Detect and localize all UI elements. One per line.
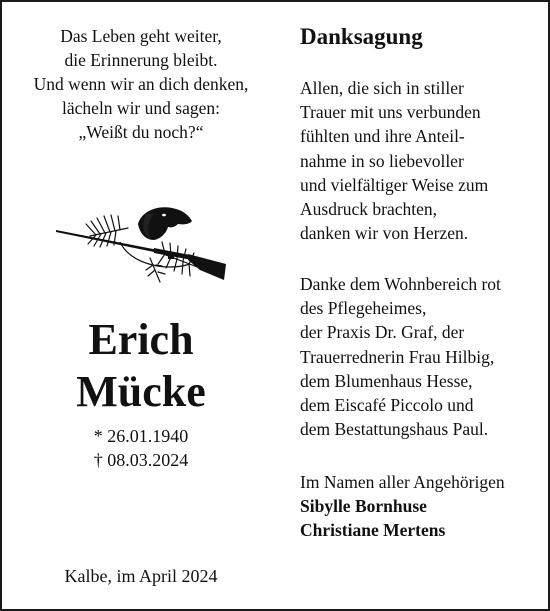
thanks-line: Ausdruck brachten,	[300, 199, 438, 220]
thanks-line: danken wir von Herzen.	[300, 223, 469, 244]
death-date: † 08.03.2024	[93, 450, 189, 470]
acknowledgement-line: dem Blumenhaus Hesse,	[300, 370, 473, 391]
thanks-title: Danksagung	[300, 24, 423, 49]
thanks-line: und vielfältiger Weise zum	[300, 174, 489, 195]
poem-line: Das Leben geht weiter,	[60, 26, 222, 46]
acknowledgement-line: dem Eiscafé Piccolo und	[300, 395, 474, 416]
acknowledgement-line: dem Bestattungshaus Paul.	[300, 419, 489, 440]
life-dates	[2, 424, 280, 472]
signature-block	[300, 470, 505, 543]
right-column	[300, 2, 540, 609]
signatory-name: Christiane Mertens	[300, 520, 446, 541]
first-name: Erich	[88, 315, 194, 364]
acknowledgement-line: der Praxis Dr. Graf, der	[300, 322, 465, 343]
thanks-line: fühlten und ihre Anteil-	[300, 126, 465, 147]
acknowledgement-line: des Pflegeheimes,	[300, 298, 427, 319]
last-name: Mücke	[76, 367, 206, 416]
poem-line: „Weißt du noch?“	[78, 122, 204, 142]
closing-line: Im Namen aller Angehörigen	[300, 472, 505, 492]
poem-line: lächeln wir und sagen:	[62, 98, 220, 118]
signatory-name: Sibylle Bornhuse	[300, 496, 427, 517]
hunting-dog-rifle-fir-icon	[50, 194, 230, 294]
thanks-paragraph	[300, 76, 488, 245]
place-date: Kalbe, im April 2024	[64, 566, 218, 586]
memorial-poem	[2, 24, 280, 144]
left-column	[2, 2, 280, 609]
birth-date: * 26.01.1940	[93, 426, 189, 446]
acknowledgement-line: Danke dem Wohnbereich rot	[300, 274, 501, 294]
thanks-line: Allen, die sich in stiller	[300, 78, 464, 98]
poem-line: Und wenn wir an dich denken,	[33, 74, 249, 94]
thanks-line: nahme in so liebevoller	[300, 150, 464, 171]
thanks-line: Trauer mit uns verbunden	[300, 102, 481, 123]
acknowledgements-paragraph	[300, 272, 501, 441]
acknowledgement-line: Trauerrednerin Frau Hilbig,	[300, 346, 495, 367]
poem-line: die Erinnerung bleibt.	[64, 50, 218, 70]
